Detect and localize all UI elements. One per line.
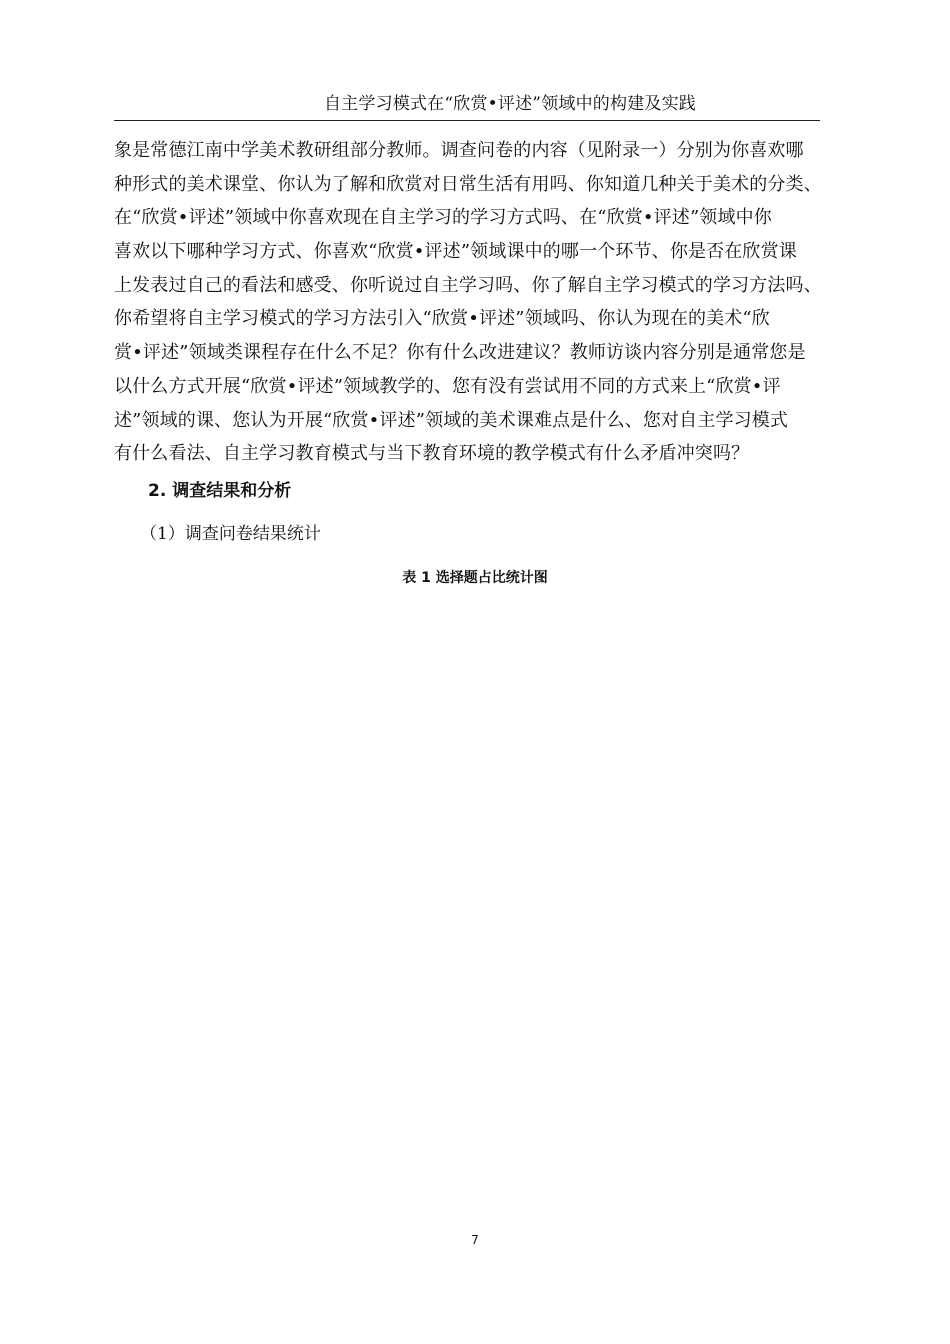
- page-header: [114, 92, 820, 121]
- body-line-4: 喜欢以下哪种学习方式、你喜欢“欣赏•评述”领域课中的哪一个环节、你是否在欣赏课: [114, 241, 797, 263]
- body-line-5: 上发表过自己的看法和感受、你听说过自主学习吗、你了解自主学习模式的学习方法吗、: [114, 274, 822, 296]
- body-line-2: 种形式的美术课堂、你认为了解和欣赏对日常生活有用吗、你知道几种关于美术的分类、: [114, 173, 822, 195]
- body-line-8: 以什么方式开展“欣赏•评述”领域教学的、您有没有尝试用不同的方式来上“欣赏•评: [114, 375, 781, 397]
- body-line-6: 你希望将自主学习模式的学习方法引入“欣赏•评述”领域吗、你认为现在的美术“欣: [114, 308, 770, 330]
- table-caption: 表 1 选择题占比统计图: [402, 570, 548, 586]
- page-number: 7: [471, 1233, 479, 1247]
- subsection-heading: （1）调查问卷结果统计: [140, 524, 321, 544]
- body-line-3: 在“欣赏•评述”领域中你喜欢现在自主学习的学习方式吗、在“欣赏•评述”领域中你: [114, 207, 772, 229]
- section-heading: 2. 调查结果和分析: [148, 481, 292, 501]
- body-line-10: 有什么看法、自主学习教育模式与当下教育环境的教学模式有什么矛盾冲突吗？: [114, 443, 750, 465]
- body-line-9: 述”领域的课、您认为开展“欣赏•评述”领域的美术课难点是什么、您对自主学习模式: [114, 409, 789, 431]
- body-line-1: 象是常德江南中学美术教研组部分教师。调查问卷的内容（见附录一）分别为你喜欢哪: [114, 140, 804, 161]
- body-line-7: 赏•评述”领域类课程存在什么不足？你有什么改进建议？教师访谈内容分别是通常您是: [114, 342, 806, 364]
- page-header-title: 自主学习模式在“欣赏•评述”领域中的构建及实践: [323, 94, 696, 114]
- body-paragraph: [114, 134, 864, 471]
